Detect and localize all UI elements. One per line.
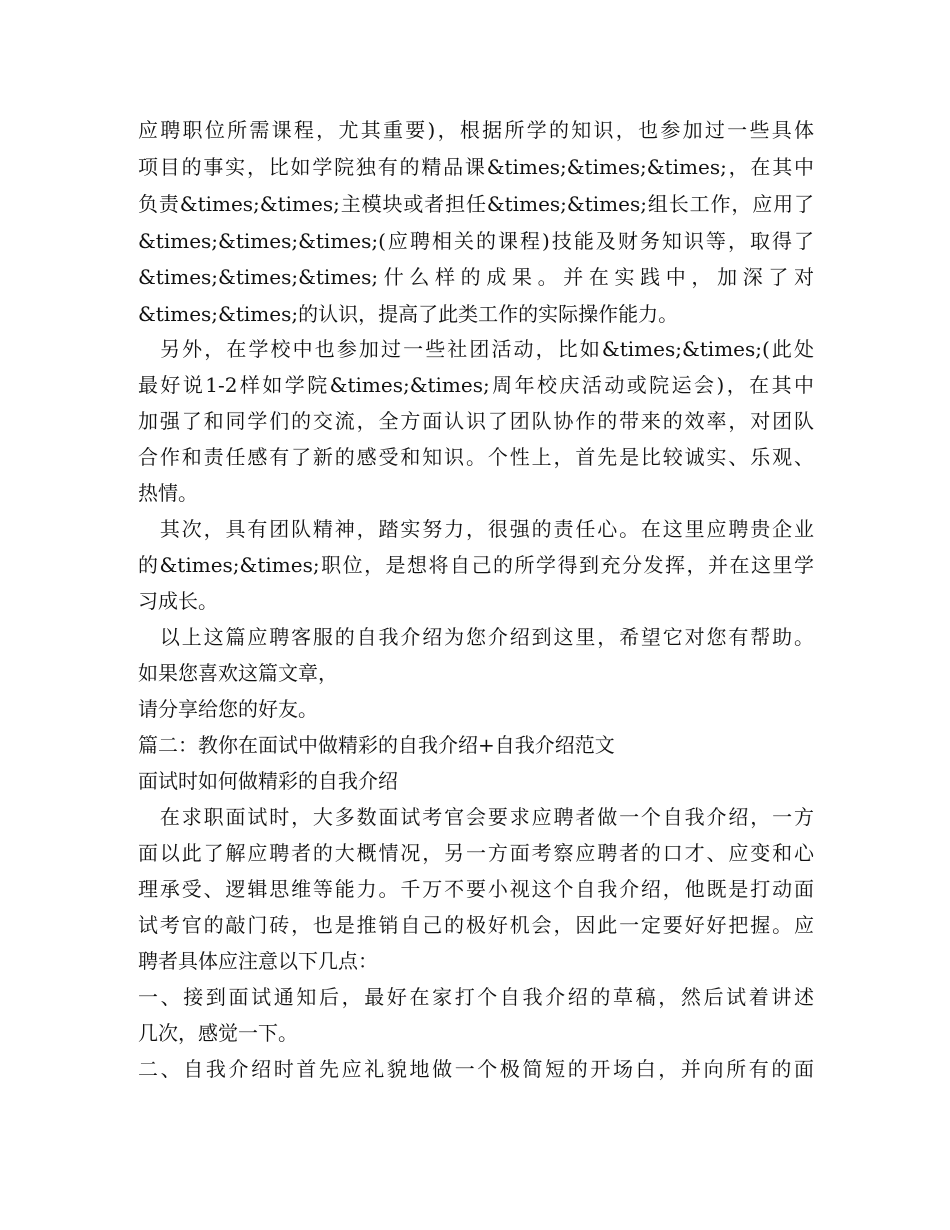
paragraph-line: 的&times;&times;职位，是想将自己的所学得到充分发挥，并在这里学 [138,553,814,577]
section-heading: 篇二：教你在面试中做精彩的自我介绍+自我介绍范文 [138,733,615,757]
paragraph-line: 负责&times;&times;主模块或者担任&times;&times;组长工作，应用了 [138,192,814,216]
paragraph-line: 在求职面试时，大多数面试考官会要求应聘者做一个自我介绍，一方 [138,805,814,829]
paragraph-line: &times;&times;&times;什么样的成果。并在实践中，加深了对 [138,265,814,289]
paragraph-line: 另外，在学校中也参加过一些社团活动，比如&times;&times;(此处 [138,337,814,361]
paragraph-line: 如果您喜欢这篇文章， [138,661,338,685]
paragraph-line: 加强了和同学们的交流，全方面认识了团队协作的带来的效率，对团队 [138,409,814,433]
paragraph-line: 习成长。 [138,589,218,613]
paragraph-line: 以上这篇应聘客服的自我介绍为您介绍到这里，希望它对您有帮助。 [138,625,814,649]
paragraph-line: 其次，具有团队精神，踏实努力，很强的责任心。在这里应聘贵企业 [138,517,814,541]
paragraph-line: &times;&times;&times;(应聘相关的课程)技能及财务知识等，取得了 [138,229,814,253]
paragraph-line: 热情。 [138,481,198,505]
paragraph-line: 聘者具体应注意以下几点： [138,949,378,973]
paragraph-line: &times;&times;的认识，提高了此类工作的实际操作能力。 [138,302,679,326]
paragraph-line: 应聘职位所需课程，尤其重要)，根据所学的知识，也参加过一些具体 [138,118,814,142]
list-item-line: 一、接到面试通知后，最好在家打个自我介绍的草稿，然后试着讲述 [138,985,814,1009]
list-item-line: 几次，感觉一下。 [138,1021,298,1045]
paragraph-line: 理承受、逻辑思维等能力。千万不要小视这个自我介绍，他既是打动面 [138,877,814,901]
paragraph-line: 请分享给您的好友。 [138,697,318,721]
paragraph-line: 项目的事实，比如学院独有的精品课&times;&times;&times;，在其中 [138,155,814,179]
paragraph-line: 合作和责任感有了新的感受和知识。个性上，首先是比较诚实、乐观、 [138,445,814,469]
paragraph-line: 最好说1-2样如学院&times;&times;周年校庆活动或院运会)，在其中 [138,373,814,397]
list-item-line: 二、自我介绍时首先应礼貌地做一个极简短的开场白，并向所有的面 [138,1057,814,1081]
paragraph-line: 试考官的敲门砖，也是推销自己的极好机会，因此一定要好好把握。应 [138,913,814,937]
subsection-heading: 面试时如何做精彩的自我介绍 [138,769,398,793]
paragraph-line: 面以此了解应聘者的大概情况，另一方面考察应聘者的口才、应变和心 [138,841,814,865]
